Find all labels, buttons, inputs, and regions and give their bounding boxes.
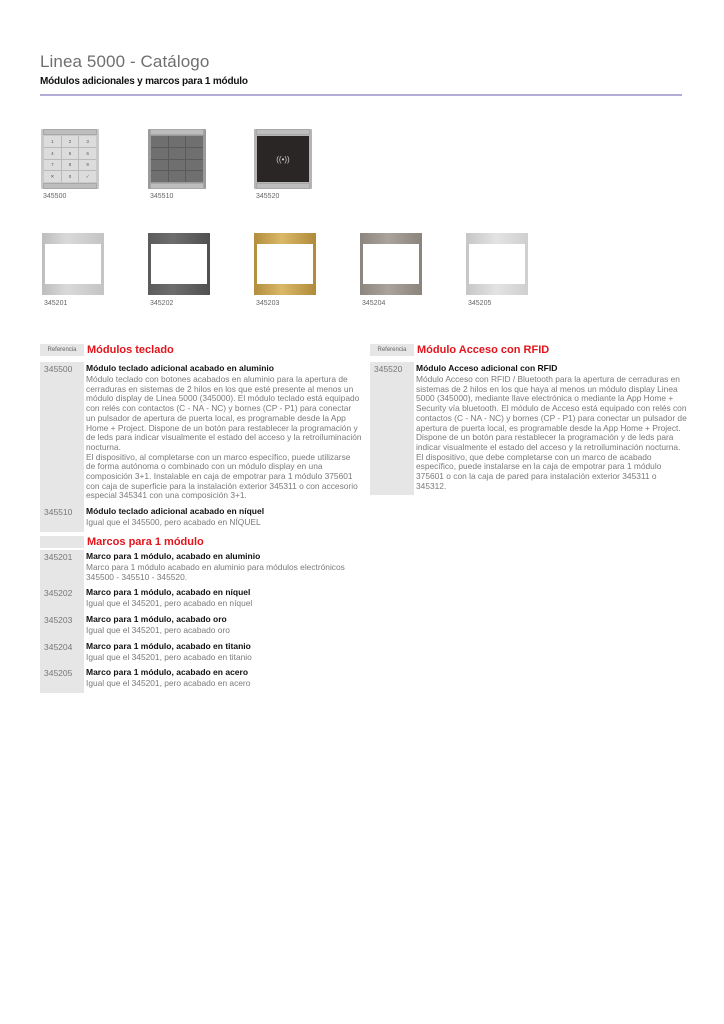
product-image-345205: [466, 233, 528, 307]
frame-aluminium: [42, 233, 104, 295]
keypad-key: [186, 148, 203, 159]
rfid-module: [254, 129, 312, 189]
item-title: Marco para 1 módulo, acabado oro: [86, 613, 227, 624]
keypad-key: 4: [44, 148, 61, 159]
item-ref: 345500: [40, 362, 84, 505]
rfid-icon: ((•)): [276, 154, 290, 164]
product-image-345204: [360, 233, 422, 307]
keypad-key: ✓: [79, 171, 96, 182]
reference-label: Referencia: [370, 344, 414, 356]
product-image-345510: [148, 129, 206, 200]
item-desc: Igual que el 345500, pero acabado en NÍQUEL: [86, 517, 261, 528]
keypad-key: 5: [62, 148, 79, 159]
keypad-key: [151, 136, 168, 147]
item-ref: 345203: [40, 613, 84, 640]
product-code: 345204: [362, 300, 386, 307]
keypad-key: ✕: [44, 171, 61, 182]
item-ref: 345201: [40, 550, 84, 586]
keypad-key: 9: [79, 160, 96, 171]
catalog-item: [40, 586, 362, 613]
item-ref: 345520: [370, 362, 414, 495]
keypad-key: 1: [44, 136, 61, 147]
item-ref: 345202: [40, 586, 84, 613]
keypad-key: [186, 136, 203, 147]
item-desc: Igual que el 345201, pero acabado oro: [86, 624, 230, 635]
item-title: Marco para 1 módulo, acabado en acero: [86, 667, 249, 678]
keypad-key: 0: [62, 171, 79, 182]
catalog-item: [40, 666, 362, 693]
keypad-key: [169, 148, 186, 159]
item-title: Marco para 1 módulo, acabado en níquel: [86, 587, 251, 598]
page-subtitle: Módulos adicionales y marcos para 1 módulo: [40, 76, 248, 87]
reference-label: Referencia: [40, 344, 84, 356]
item-ref: 345510: [40, 505, 84, 532]
keypad-key: [151, 148, 168, 159]
keypad-key: [169, 160, 186, 171]
keypad-key: [151, 171, 168, 182]
item-title: Módulo teclado adicional acabado en aluminio: [86, 363, 274, 373]
item-desc: Módulo Acceso con RFID / Bluetooth para la apertura de cerraduras en sistemas de 2 hilos en los que haya al menos un módulo display Linea 5000 (345000), mediante llave electrónica o mediante la App Home + Security vía bluetooth. El módulo de Acceso está equipado con relés con contactos (C - NA - NC) y bornes (CP - P1) para conectar un pulsador de apertura de puerta local, es programable desde la App Home + Project. Dispone de un botón para restablecer la programación y de leds para indicar visualmente el estado del acceso y la retroiluminación nocturna. El dispositivo, que debe completarse con un marco de acabado específico, puede instalarse en la caja de empotrar para 1 módulo 375601 o con la caja de pared para instalación exterior 345311 o 345312.: [416, 374, 687, 491]
catalog-item: [40, 613, 362, 640]
header-rule: [40, 94, 682, 96]
catalog-item: [40, 550, 362, 586]
keypad-key: [169, 171, 186, 182]
product-code: 345510: [150, 193, 174, 200]
item-desc: Módulo teclado con botones acabados en aluminio para la apertura de cerraduras en sistemas de 2 hilos en los que esté presente al menos un módulo display de Linea 5000 (345000). El módulo teclado está equipado con relés con contactos (C - NA - NC) y bornes (CP - P1) para conectar un pulsador de apertura de puerta local, es programable desde la App Home + Project. Dispone de un botón para restablecer la programación y de leds para indicar visualmente el estado del acceso y la retroiluminación nocturna.: [86, 374, 362, 452]
product-code: 345203: [256, 300, 280, 307]
item-ref: 345205: [40, 666, 84, 693]
frame-nickel: [148, 233, 210, 295]
keypad-key: 2: [62, 136, 79, 147]
product-code: 345201: [44, 300, 68, 307]
item-ref: 345204: [40, 640, 84, 667]
catalog-item: [40, 640, 362, 667]
frame-gold: [254, 233, 316, 295]
item-desc-2: El dispositivo, al completarse con un marco específico, puede utilizarse de forma autónoma o combinado con un módulo display en una composición 3+1. Instalable en caja de empotrar para 1 módulo 375601 con caja de superficie para la instalación exterior 345311 o con accesorio especial 345341 con una composición 3+1.: [86, 451, 358, 501]
product-code: 345500: [43, 193, 67, 200]
keypad-key: [186, 160, 203, 171]
product-image-345520: [254, 129, 312, 200]
section-keypad-modules: [40, 342, 362, 693]
frame-steel: [466, 233, 528, 295]
product-image-345203: [254, 233, 316, 307]
section-title: Marcos para 1 módulo: [87, 535, 204, 548]
section-title: Módulo Acceso con RFID: [417, 344, 550, 356]
catalog-item: [40, 362, 362, 505]
keypad-module-aluminium: [41, 129, 99, 189]
keypad-key: 7: [44, 160, 61, 171]
item-title: Módulo teclado adicional acabado en níquel: [86, 506, 265, 517]
item-desc: Igual que el 345201, pero acabado en titanio: [86, 651, 252, 662]
catalog-item: [370, 362, 688, 495]
keypad-key: [151, 160, 168, 171]
section-title: Módulos teclado: [87, 344, 174, 356]
keypad-key: [186, 171, 203, 182]
item-title: Módulo Acceso adicional con RFID: [416, 363, 558, 373]
section-rfid-module: [370, 342, 688, 495]
item-desc: Marco para 1 módulo acabado en aluminio para módulos electrónicos 345500 - 345510 - 345520.: [86, 561, 345, 582]
product-image-345202: [148, 233, 210, 307]
catalog-item: [40, 505, 362, 532]
product-image-345500: [41, 129, 99, 200]
item-desc: Igual que el 345201, pero acabado en acero: [86, 678, 251, 689]
keypad-key: [169, 136, 186, 147]
item-title: Marco para 1 módulo, acabado en titanio: [86, 640, 251, 651]
frame-titanium: [360, 233, 422, 295]
item-title: Marco para 1 módulo, acabado en aluminio: [86, 550, 261, 561]
keypad-key: 8: [62, 160, 79, 171]
keypad-key: 6: [79, 148, 96, 159]
keypad-key: 3: [79, 136, 96, 147]
product-code: 345520: [256, 193, 280, 200]
product-code: 345202: [150, 300, 174, 307]
keypad-module-nickel: [148, 129, 206, 189]
product-image-345201: [42, 233, 104, 307]
item-desc: Igual que el 345201, pero acabado en níquel: [86, 598, 253, 609]
page-title: Linea 5000 - Catálogo: [40, 52, 210, 71]
product-code: 345205: [468, 300, 492, 307]
